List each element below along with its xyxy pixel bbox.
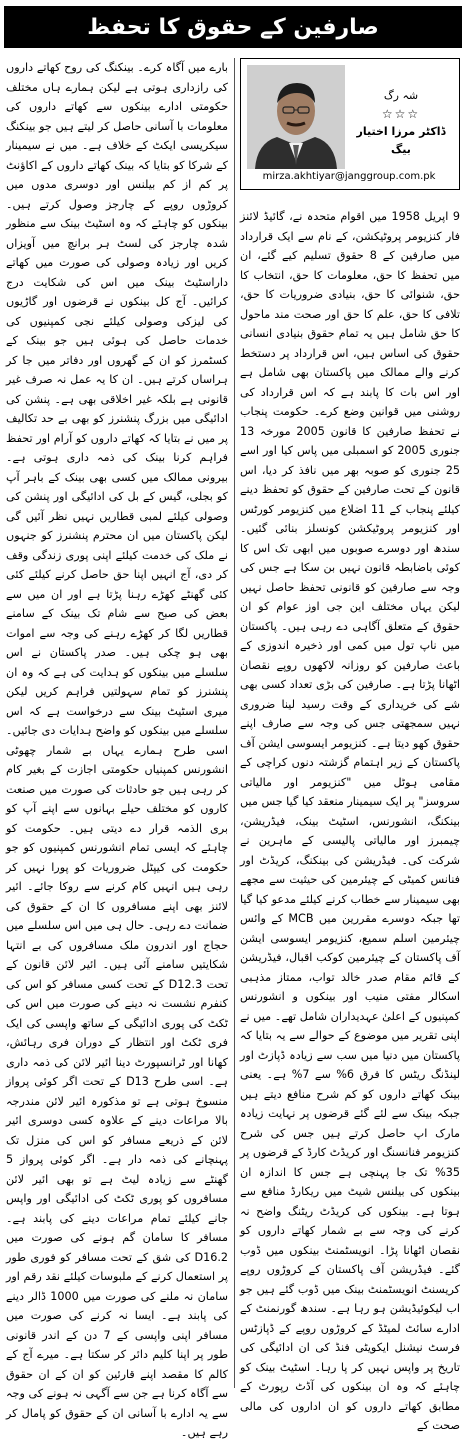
author-photo xyxy=(247,65,345,169)
article-text-left: بارے میں آگاہ کرے۔ بینکنگ کی روح کھاتے داروں کی رازداری ہوتی ہے لیکن ہمارے ہاں مختلف حکومتی ادارے بینکوں سے کھاتے داروں کی معلومات با آسانی حاصل کر لیتے ہیں جو بینکنگ سیکریسی ایکٹ کے خلاف ہے۔ میں نے سیمینار کے شرکا کو بتایا کہ بینک کھاتے داروں کے اکاؤنٹ پر کم از کم بیلنس اور دوسری مدوں میں کروڑوں روپے کے چارجز وصول کرتے ہیں۔ بینکوں کو چاہئے کہ وہ اسٹیٹ بینک سے منظور شدہ چارجز کی لسٹ ہر برانچ میں آویزاں کریں اور زیادہ وصولی کی صورت میں کھاتے داراسٹیٹ بینک میں اس کی شکایت درج کرائیں۔ آج کل بینکوں نے قرضوں اور گاڑیوں کی لیزکی وصولی کیلئے نجی کمپنیوں کی خدمات حاصل کی ہوئی ہیں جو بینک کے کسٹمرز کو ان کے گھروں اور دفاتر میں جا کر ہراساں کرتے ہیں۔ ان کا یہ عمل نہ صرف غیر قانونی ہے بلکہ غیر اخلاقی بھی ہے۔ پنشن کی ادائیگی میں بزرگ پنشنرز کو بھی بے حد تکالیف پر میں نے بتایا کہ کھاتے داروں کو آرام اور تحفظ فراہم کرنا بینک کی ذمہ داری ہوتی ہے۔ بیرونی ممالک میں کسی بھی بینک کے باہر آپ کو بجلی، گیس کے بل کی ادائیگی اور پنشن کی وصولی کیلئے لمبی قطاریں نہیں نظر آئیں گی لیکن پاکستان میں ان محترم پنشنرز کو جنہوں نے ملک کی خدمت کیلئے اپنی پوری زندگی وقف کر دی، آج انہیں اپنا حق حاصل کرنے کیلئے کئی کئی گھنٹے کھڑے رہنا پڑتا ہے اور ان میں سے بعض کی صبح سے شام تک بینک کے سامنے قطاریں لگا کر کھڑے رہنے کی وجہ سے اموات بھی ہو چکی ہیں۔ صدر پاکستان نے اس سلسلے میں بینکوں کو ہدایت کی ہے کہ وہ ان پنشنرز کو تمام سہولتیں فراہم کریں لیکن میری اسٹیٹ بینک سے درخواست ہے کہ اس سلسلے میں بینکوں کو واضح ہدایات دی جائیں۔ اسی طرح ہمارے یہاں بے شمار چھوٹی انشورنس کمپنیاں حکومتی اجازت کے بغیر کام کر رہی ہیں جو حادثات کی صورت میں صنعت کاروں کو مختلف حیلے بہانوں سے اپنے آپ کو بری الذمہ قرار دے دیتی ہیں۔ حکومت کو چاہئے کہ ایسی تمام انشورنس کمپنیوں کو جو حکومت کی کیپٹل ضروریات کو پورا نہیں کر رہی ہیں انہیں کام کرنے سے روکا جائے۔ ائیر لائنز بھی اپنے مسافروں کا ان کے حقوق کی ضمانت دے رہی۔ حال ہی میں اس سلسلے میں حجاج اور اندرون ملک مسافروں کی بے انتہا شکایتیں سامنے آئی ہیں۔ ائیر لائن قانون کے تحت D12.3 کے تحت کسی مسافر کو اس کی کنفرم نشست نہ دینے کی صورت میں اس کی ٹکٹ کی پوری ادائیگی کے ساتھ واپسی کی ایک فری ٹکٹ اور انتظار کے دوران فری رہائش، کھانا اور ٹرانسپورٹ دینا ائیر لائن کی ذمہ داری ہے۔ اسی طرح D13 کے تحت اگر کوئی پرواز منسوخ ہوتی ہے تو مذکورہ ائیر لائن مندرجہ بالا مراعات دینے کے علاوہ کسی دوسری ائیر لائن کے ذریعے مسافر کو اس کی منزل تک پہنچانے کی ذمہ دار ہے۔ اگر کوئی پرواز 5 گھنٹے سے زیادہ لیٹ ہے تو بھی ائیر لائن مسافروں کو پوری ٹکٹ کی ادائیگی اور واپس جانے کیلئے تمام مراعات دینے کی پابند ہے۔ مسافر کا سامان گم ہونے کی صورت میں D16.2 کی شق کے تحت مسافر کو فوری طور پر استعمال کرنے کے ملبوسات کیلئے نقد رقم اور سامان نہ ملنے کی صورت میں 1000 ڈالر دینے کی پابند ہے۔ ایسا نہ کرنے کی صورت میں مسافر اپنی واپسی کے 7 دن کے اندر قانونی طور پر اپنا کلیم دائر کر سکتا ہے۔ میرے آج کے کالم کا مقصد اپنے قارئین کو ان کے ان حقوق سے آگاہ کرنا ہے جن سے آگہی نہ ہونے کی وجہ سے یہ ادارے با آسانی ان کے حقوق کو پامال کر رہے ہیں۔ xyxy=(6,61,228,1439)
author-portrait-image xyxy=(247,65,345,169)
author-box xyxy=(240,58,460,190)
author-email[interactable]: mirza.akhtiyar@janggroup.com.pk xyxy=(262,171,436,182)
star-icons: ☆☆☆ xyxy=(381,107,421,121)
author-meta xyxy=(351,87,451,159)
article-text-right: 9 اپریل 1958 میں اقوام متحدہ نے، گائیڈ لائنز فار کنزیومر پروٹیکشن، کے نام سے ایک قرارداد میں صارفین کے 8 حقوق تسلیم کیے گئے، ان میں تحفظ کا حق، معلومات کا حق، انتخاب کا حق، شنوائی کا حق، بنیادی ضروریات کا حق، تلافی کا حق، علم کا حق اور صحت مند ماحول کا حق شامل ہیں یہ تمام حقوق بنیادی انسانی حقوق کی اساس ہیں، اس قرارداد پر دستخط کرنے والے ممالک میں پاکستان بھی شامل ہے اور اس بات کا پابند ہے کہ اس قرارداد کی روشنی میں قوانین وضع کرے۔ حکومت پنجاب نے تحفظ صارفین کا قانون 2005 مورخہ 13 جنوری 2005 کو اسمبلی میں پاس کیا اور اسے 25 جنوری کو صوبہ بھر میں نافذ کر دیا، اس قانون کے تحت صارفین کے حقوق کو تحفظ دینے کیلئے پنجاب کے 11 اضلاع میں کنزیومر کورٹس اور کنزیومر پروٹیکشن کونسلز بنائی گئیں۔ سندھ اور دوسرے صوبوں میں ابھی تک اس کا کوئی باضابطہ قانون نہیں بن سکا ہے جس کی وجہ سے صارفین کو قانونی تحفظ حاصل نہیں لیکن یہاں مختلف این جی اوز عوام کو ان حقوق کے متعلق آگاہی دے رہی ہیں۔ پاکستان میں ناپ تول میں کمی اور ذخیرہ اندوزی کے باعث صارفین کو روزانہ لاکھوں روپے نقصان اٹھانا پڑتا ہے۔ صارفین کی بڑی تعداد کسی بھی شے کی خریداری کے وقت رسید لینا ضروری نہیں سمجھتی جس کی وجہ سے صارف اپنے حقوق کھو دیتا ہے۔ کنزیومر ایسوسی ایشن آف پاکستان کے زیر اہتمام گزشتہ دنوں کراچی کے مقامی ہوٹل میں "کنزیومر اور مالیاتی سروسز" پر ایک سیمینار منعقد کیا گیا جس میں بینکنگ، انشورنس، اسٹیٹ بینک، فیڈریشن، چیمبرز اور مالیاتی پالیسی کے ماہرین نے شرکت کی۔ فیڈریشن کی بینکنگ، کریڈٹ اور فنانس کمیٹی کے چیئرمین کی حیثیت سے مجھے بھی سیمینار سے خطاب کرنے کیلئے مدعو کیا گیا تھا جبکہ دوسرے مقررین میں MCB کے وائس چیئرمین اسلم سمیع، کنزیومر ایسوسی ایشن آف پاکستان کے چیئرمین کوکب اقبال، فیڈریشن کے قائم مقام صدر خالد تواب، ممتاز مذہبی اسکالر مفتی منیب اور بینکوں و انشورنس کمپنیوں کے اعلیٰ عہدیداران شامل تھے۔ میں نے اپنی تقریر میں موضوع کے حوالے سے یہ بتایا کہ پاکستان میں دنیا میں سب سے زیادہ ڈپازٹ اور لینڈنگ ریٹس کا فرق 6% سے 7% ہے۔ یعنی بینک کھاتے داروں کو کم شرح منافع دیتے ہیں جبکہ بینک سے لئے گئے قرضوں پر نہایت زیادہ مارک اپ حاصل کرتے ہیں جس کی شرح کنزیومر فنانسنگ اور کریڈٹ کارڈ کے قرضوں پر 35% تک جا پہنچی ہے جس کا اندازہ ان بینکوں کی بیلنس شیٹ میں ریکارڈ منافع سے ہوتا ہے۔ بینکوں کی کریڈٹ ریٹنگ واضح نہ کرنے کی وجہ سے بے شمار کھاتے داروں کو نقصان اٹھانا پڑا۔ انویسٹمنٹ بینکوں میں ڈوب گئے۔ فیڈریشن آف پاکستان کے کروڑوں روپے کریسنٹ انویسٹمنٹ بینک میں ڈوب گئے ہیں جو اب لیکوئیڈیشن ہو رہا ہے۔ سندھ گورنمنٹ کے ادارے سائٹ لمیٹڈ کے کروڑوں روپے کے ڈپازٹس فرسٹ نیشنل ایکویٹی فنڈ کی ان ادائیگی کی تاریخ پر واپس نہیں کر پا رہا۔ اسٹیٹ بینک کو چاہئے کہ وہ ان بینکوں کی آڈٹ رپورٹ کے مطابق کھاتے داروں کو ان اداروں کی مالی صحت کے xyxy=(240,210,461,1433)
page-title xyxy=(4,6,462,48)
title-text: صارفین کے حقوق کا تحفظ xyxy=(87,14,379,40)
article-column-right xyxy=(240,196,461,1433)
author-name: ڈاکٹر مرزا اختیار بیگ xyxy=(356,125,446,156)
column-name: شہ رگ xyxy=(383,89,419,102)
column-divider xyxy=(234,58,235,1388)
article-column-left xyxy=(6,58,228,1439)
